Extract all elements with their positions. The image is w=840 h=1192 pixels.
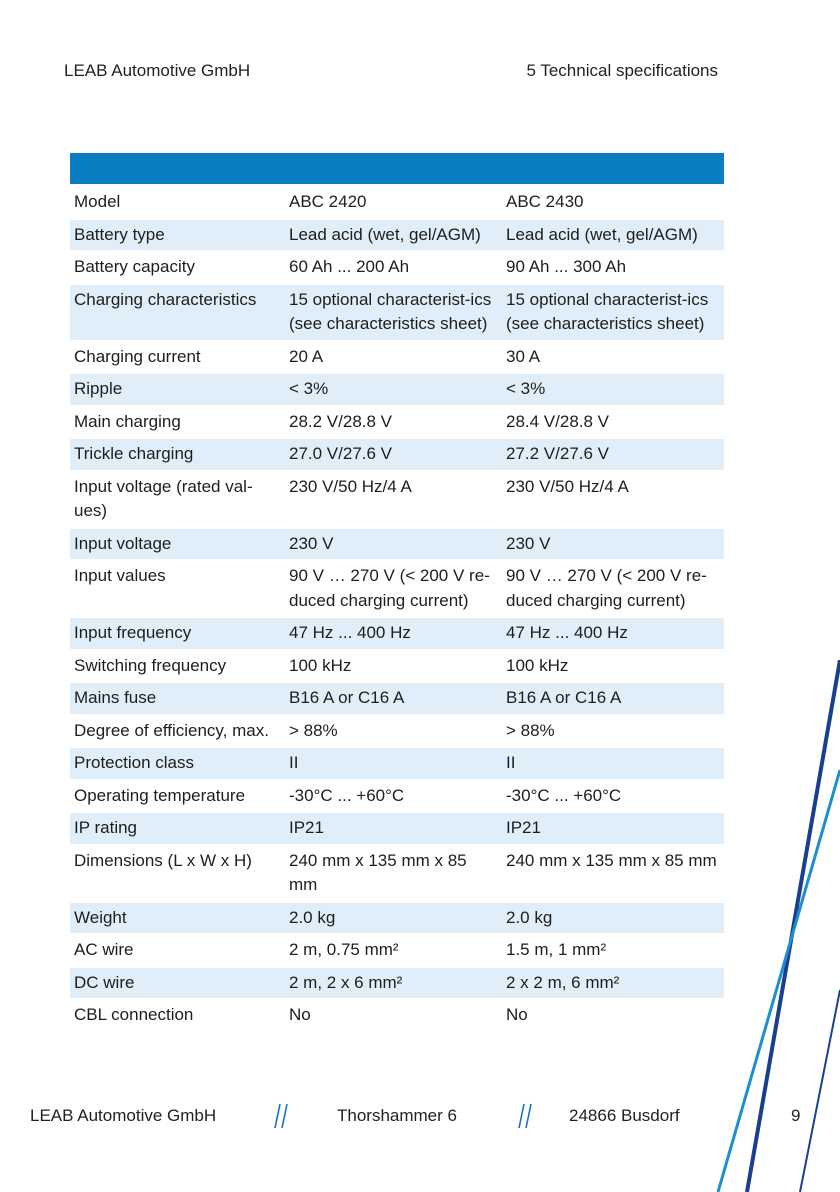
row-value-abc2430: 2.0 kg (502, 902, 724, 935)
row-label: Charging characteristics (70, 284, 285, 341)
table-row (70, 902, 724, 935)
table-row (70, 967, 724, 1000)
row-value-abc2420: -30°C ... +60°C (285, 780, 502, 813)
table-row (70, 471, 724, 528)
row-value-abc2420: 15 optional characterist-ics (see characteristics sheet) (285, 284, 502, 341)
row-value-abc2430: 2 x 2 m, 6 mm² (502, 967, 724, 1000)
row-label: Input values (70, 560, 285, 617)
row-label: Mains fuse (70, 682, 285, 715)
row-label: Input voltage (rated val-ues) (70, 471, 285, 528)
row-value-abc2430: 230 V (502, 528, 724, 561)
header-section: 5 Technical specifications (526, 61, 718, 80)
row-value-abc2420: 47 Hz ... 400 Hz (285, 617, 502, 650)
row-label: Battery capacity (70, 251, 285, 284)
row-value-abc2420: 90 V … 270 V (< 200 V re-duced charging current) (285, 560, 502, 617)
row-value-abc2430: B16 A or C16 A (502, 682, 724, 715)
row-value-abc2430: 30 A (502, 341, 724, 374)
row-value-abc2430: 230 V/50 Hz/4 A (502, 471, 724, 528)
table-row (70, 186, 724, 219)
footer-city: 24866 Busdorf (569, 1106, 680, 1125)
table-row (70, 650, 724, 683)
row-label: CBL connection (70, 999, 285, 1032)
page-number: 9 (791, 1106, 801, 1125)
row-value-abc2420: Lead acid (wet, gel/AGM) (285, 219, 502, 252)
row-value-abc2430: 27.2 V/27.6 V (502, 438, 724, 471)
row-value-abc2420: 230 V (285, 528, 502, 561)
row-value-abc2420: B16 A or C16 A (285, 682, 502, 715)
double-slash-icon (518, 1103, 532, 1129)
double-slash-icon (274, 1103, 288, 1129)
specifications-table (70, 153, 724, 1033)
row-label: Charging current (70, 341, 285, 374)
row-value-abc2430: 240 mm x 135 mm x 85 mm (502, 845, 724, 902)
stripe-light (718, 770, 840, 1192)
table-row (70, 373, 724, 406)
table-header-cell (70, 153, 724, 186)
table-row (70, 780, 724, 813)
decorative-stripes (690, 660, 840, 1192)
row-value-abc2420: 60 Ah ... 200 Ah (285, 251, 502, 284)
row-value-abc2430: ABC 2430 (502, 186, 724, 219)
row-value-abc2420: ABC 2420 (285, 186, 502, 219)
row-label: Input frequency (70, 617, 285, 650)
row-label: IP rating (70, 812, 285, 845)
header-company: LEAB Automotive GmbH (64, 61, 251, 80)
footer-company: LEAB Automotive GmbH (30, 1106, 217, 1125)
row-label: Model (70, 186, 285, 219)
table-row (70, 812, 724, 845)
row-value-abc2430: 90 Ah ... 300 Ah (502, 251, 724, 284)
row-value-abc2420: 2.0 kg (285, 902, 502, 935)
table-row (70, 999, 724, 1032)
row-value-abc2430: 1.5 m, 1 mm² (502, 934, 724, 967)
row-value-abc2430: < 3% (502, 373, 724, 406)
table-header-bar (70, 153, 724, 186)
table-row (70, 747, 724, 780)
row-value-abc2420: 2 m, 0.75 mm² (285, 934, 502, 967)
row-value-abc2420: 20 A (285, 341, 502, 374)
row-value-abc2430: II (502, 747, 724, 780)
row-label: Battery type (70, 219, 285, 252)
footer-street: Thorshammer 6 (337, 1106, 457, 1125)
row-value-abc2420: No (285, 999, 502, 1032)
row-value-abc2430: 90 V … 270 V (< 200 V re-duced charging current) (502, 560, 724, 617)
row-value-abc2430: No (502, 999, 724, 1032)
table-row (70, 251, 724, 284)
row-label: Trickle charging (70, 438, 285, 471)
row-label: Main charging (70, 406, 285, 439)
table-row (70, 528, 724, 561)
row-value-abc2430: Lead acid (wet, gel/AGM) (502, 219, 724, 252)
row-value-abc2420: 2 m, 2 x 6 mm² (285, 967, 502, 1000)
table-row (70, 406, 724, 439)
table-row (70, 715, 724, 748)
row-label: Ripple (70, 373, 285, 406)
row-value-abc2430: 28.4 V/28.8 V (502, 406, 724, 439)
row-label: Switching frequency (70, 650, 285, 683)
row-value-abc2420: < 3% (285, 373, 502, 406)
row-value-abc2430: 100 kHz (502, 650, 724, 683)
row-label: Input voltage (70, 528, 285, 561)
table-row (70, 284, 724, 341)
row-value-abc2420: IP21 (285, 812, 502, 845)
row-value-abc2420: > 88% (285, 715, 502, 748)
row-value-abc2430: -30°C ... +60°C (502, 780, 724, 813)
table-row (70, 682, 724, 715)
stripe-thin (800, 990, 840, 1192)
row-value-abc2420: II (285, 747, 502, 780)
row-label: DC wire (70, 967, 285, 1000)
row-value-abc2430: IP21 (502, 812, 724, 845)
row-value-abc2430: 15 optional characterist-ics (see characteristics sheet) (502, 284, 724, 341)
row-value-abc2420: 240 mm x 135 mm x 85 mm (285, 845, 502, 902)
row-label: AC wire (70, 934, 285, 967)
row-value-abc2420: 230 V/50 Hz/4 A (285, 471, 502, 528)
row-value-abc2420: 100 kHz (285, 650, 502, 683)
row-label: Dimensions (L x W x H) (70, 845, 285, 902)
table-row (70, 617, 724, 650)
table-row (70, 934, 724, 967)
row-label: Operating temperature (70, 780, 285, 813)
row-label: Degree of efficiency, max. (70, 715, 285, 748)
table-row (70, 219, 724, 252)
row-value-abc2430: 47 Hz ... 400 Hz (502, 617, 724, 650)
row-value-abc2420: 27.0 V/27.6 V (285, 438, 502, 471)
row-label: Weight (70, 902, 285, 935)
table-row (70, 438, 724, 471)
row-value-abc2430: > 88% (502, 715, 724, 748)
table-row (70, 341, 724, 374)
table-row (70, 560, 724, 617)
table-row (70, 845, 724, 902)
row-label: Protection class (70, 747, 285, 780)
row-value-abc2420: 28.2 V/28.8 V (285, 406, 502, 439)
